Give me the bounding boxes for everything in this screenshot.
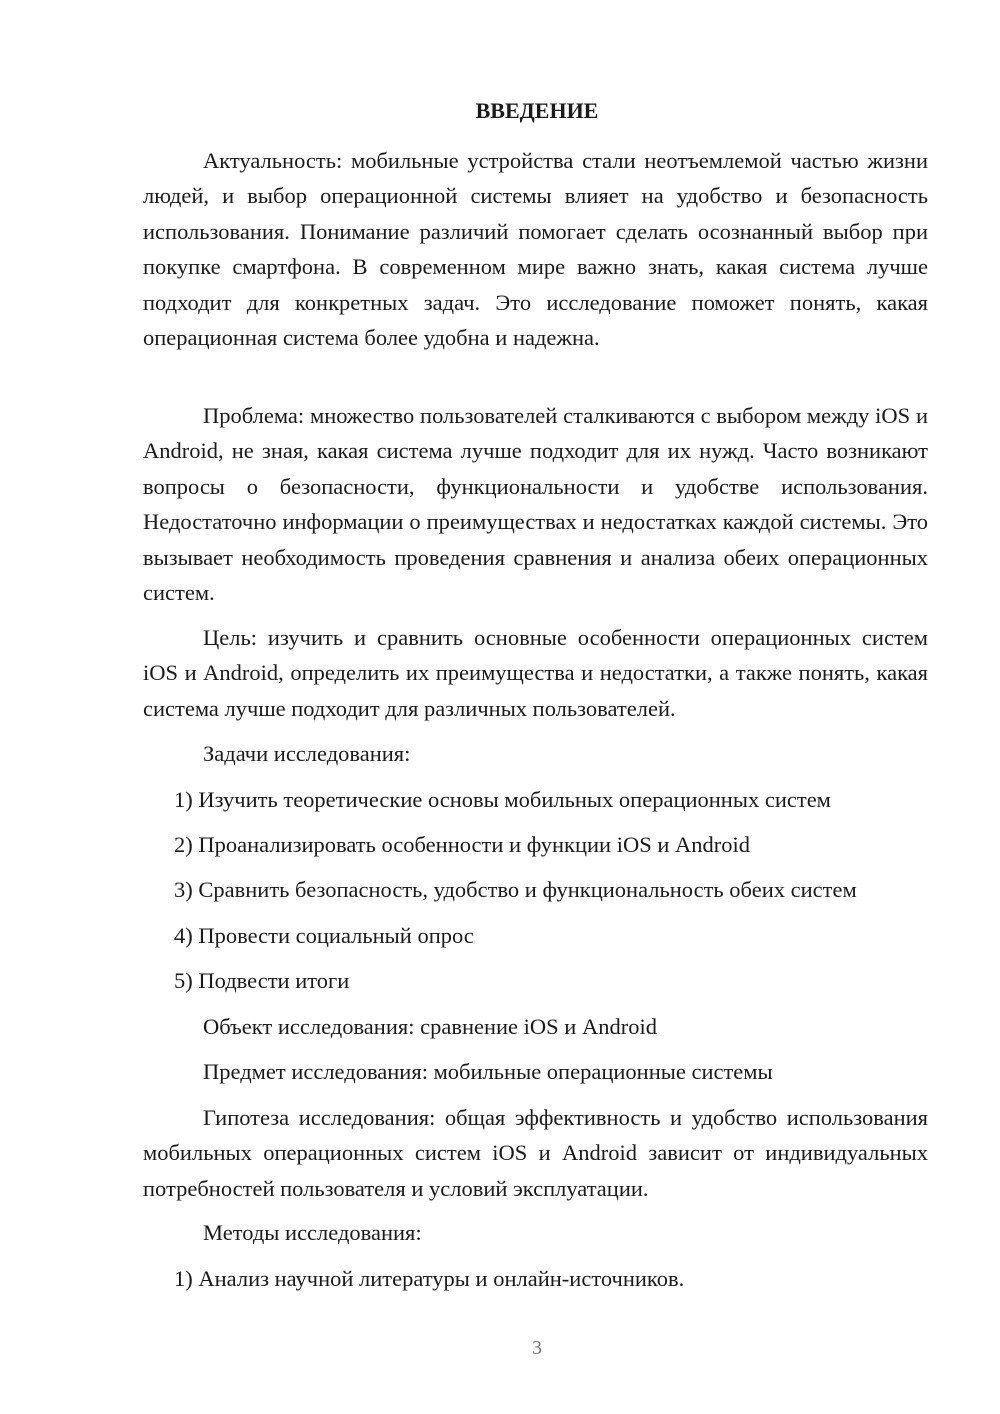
task-item-4: 4) Провести социальный опрос [174,923,474,948]
goal-paragraph: Цель: изучить и сравнить основные особенности операционных систем iOS и Android, определить их преимущества и недостатки, а также понять, какая система лучше подходит для различных пользователей. [143,625,928,721]
page-number: 3 [532,1337,542,1359]
hypothesis-paragraph: Гипотеза исследования: общая эффективность и удобство использования мобильных операционных систем iOS и Android зависит от индивидуальных потребностей пользователя и условий эксплуатации. [143,1105,928,1201]
methods-heading: Методы исследования: [203,1220,422,1245]
task-item-2: 2) Проанализировать особенности и функции iOS и Android [174,832,750,857]
tasks-heading: Задачи исследования: [203,741,411,766]
problem-paragraph: Проблема: множество пользователей сталкиваются с выбором между iOS и Android, не зная, какая система лучше подходит для их нужд. Часто возникают вопросы о безопасности, функциональности и удобстве использования. Недостаточно информации о преимуществах и недостатках каждой системы. Это вызывает необходимость проведения сравнения и анализа обеих операционных систем. [143,403,928,606]
task-item-3: 3) Сравнить безопасность, удобство и функциональность обеих систем [174,877,857,902]
research-object: Объект исследования: сравнение iOS и Android [203,1014,657,1039]
document-title: ВВЕДЕНИЕ [475,98,599,123]
task-item-1: 1) Изучить теоретические основы мобильных операционных систем [174,787,831,812]
research-subject: Предмет исследования: мобильные операционные системы [203,1059,773,1084]
method-item-1: 1) Анализ научной литературы и онлайн-источников. [174,1266,685,1291]
task-item-5: 5) Подвести итоги [174,968,350,993]
relevance-paragraph: Актуальность: мобильные устройства стали неотъемлемой частью жизни людей, и выбор операционной системы влияет на удобство и безопасность использования. Понимание различий помогает сделать осознанный выбор при покупке смартфона. В современном мире важно знать, какая система лучше подходит для конкретных задач. Это исследование поможет понять, какая операционная система более удобна и надежна. [143,148,928,351]
